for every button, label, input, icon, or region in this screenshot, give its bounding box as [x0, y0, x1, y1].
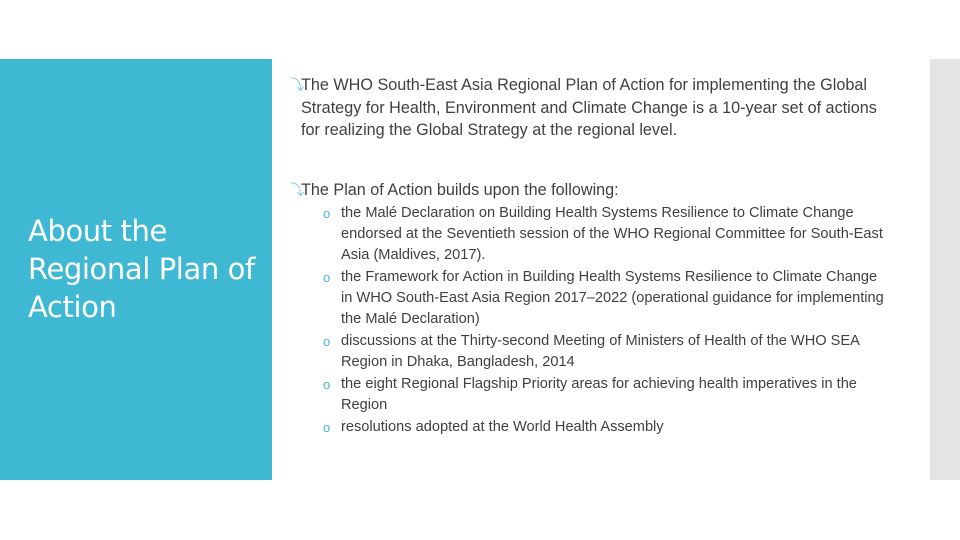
main-bullet-text: The Plan of Action builds upon the following:	[301, 180, 619, 199]
curved-arrow-bullet-icon: ⤵	[290, 181, 304, 198]
list-item-text: the Malé Declaration on Building Health Systems Resilience to Climate Change endorsed at the Seventieth session of the WHO Regional Committee for South-East Asia (Maldives, 2017).	[341, 205, 883, 264]
circle-bullet-icon: o	[323, 270, 331, 286]
list-item-text: the Framework for Action in Building Health Systems Resilience to Climate Change in WHO South-East Asia Region 2017–2022 (operational guidance for implementing the Malé Declaration)	[341, 269, 884, 328]
circle-bullet-icon: o	[323, 334, 331, 350]
circle-bullet-icon: o	[323, 377, 331, 393]
curved-arrow-bullet-icon: ⤵	[290, 77, 304, 93]
list-item-text: the eight Regional Flagship Priority areas for achieving health imperatives in the Region	[341, 376, 857, 414]
list-item	[284, 267, 884, 330]
list-item	[284, 417, 884, 438]
side-bar	[930, 59, 960, 480]
main-bullet-text: The WHO South-East Asia Regional Plan of Action for implementing the Global Strategy for Health, Environment and Climate Change is a 10-year set of actions for realizing the Global Strategy at the regional level.	[301, 76, 877, 140]
main-bullet-2	[284, 179, 884, 202]
circle-bullet-icon: o	[323, 420, 331, 436]
slide-body	[284, 74, 884, 439]
list-item	[284, 203, 884, 266]
slide-title: About the Regional Plan of Action	[28, 214, 255, 324]
main-bullet-1	[284, 74, 884, 142]
sub-bullet-list	[284, 203, 884, 438]
list-item-text: resolutions adopted at the World Health Assembly	[341, 419, 664, 436]
circle-bullet-icon: o	[323, 206, 331, 222]
list-item	[284, 374, 884, 416]
list-item	[284, 331, 884, 373]
list-item-text: discussions at the Thirty-second Meeting of Ministers of Health of the WHO SEA Region in Dhaka, Bangladesh, 2014	[341, 333, 860, 371]
